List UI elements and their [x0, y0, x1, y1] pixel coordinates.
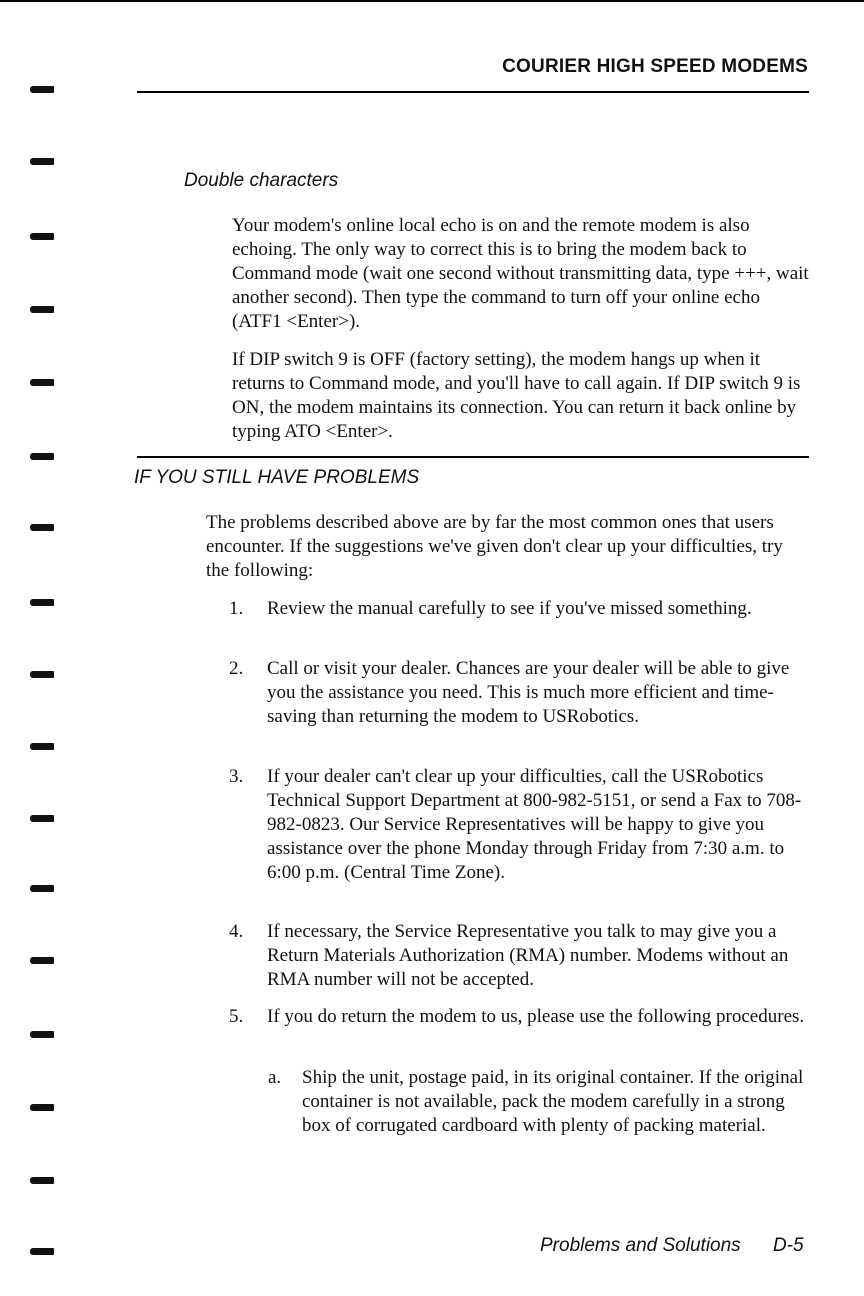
binder-hole-mark [30, 233, 54, 240]
binder-hole-mark [30, 86, 54, 93]
double-characters-paragraph-1: Your modem's online local echo is on and the remote modem is also echoing. The only way to correct this is to bring the modem back to Command mode (wait one second without transmitting data, type +++, wait another second). Then type the command to turn off your online echo (ATF1 <Enter>). [232, 215, 809, 332]
binder-hole-mark [30, 671, 54, 678]
binder-hole-mark [30, 885, 54, 892]
list-item-text: If your dealer can't clear up your difficulties, call the USRobotics Technical Support Department at 800-982-5151, or send a Fax to 708-982-0823. Our Service Representatives will be happy to give you assistance over the phone Monday through Friday from 7:30 a.m. to 6:00 p.m. (Central Time Zone). [267, 766, 802, 883]
footer-section-title: Problems and Solutions [540, 1235, 741, 1256]
double-characters-paragraph-2: If DIP switch 9 is OFF (factory setting), the modem hangs up when it returns to Command mode, and you'll have to call again. If DIP switch 9 is ON, the modem maintains its connection. You can return it back online by typing ATO <Enter>. [232, 349, 801, 442]
header-rule [137, 91, 809, 93]
problems-intro-paragraph: The problems described above are by far the most common ones that users encounter. If the suggestions we've given don't clear up your difficulties, try the following: [206, 512, 783, 581]
running-header: COURIER HIGH SPEED MODEMS [502, 56, 808, 77]
list-item-text: Review the manual carefully to see if you've missed something. [267, 598, 752, 619]
sub-list-item-text: Ship the unit, postage paid, in its original container. If the original container is not available, pack the modem carefully in a strong box of corrugated cardboard with plenty of packing material. [302, 1067, 804, 1136]
binder-hole-mark [30, 379, 54, 386]
binder-hole-mark [30, 1031, 54, 1038]
list-item-number: 1. [229, 598, 244, 619]
binder-hole-mark [30, 599, 54, 606]
list-item-text: If you do return the modem to us, please use the following procedures. [267, 1006, 805, 1027]
section-rule [137, 456, 809, 458]
list-item-number: 5. [229, 1006, 244, 1027]
binder-hole-mark [30, 1177, 54, 1184]
binder-hole-mark [30, 815, 54, 822]
list-item-number: 2. [229, 658, 244, 679]
binder-hole-mark [30, 743, 54, 750]
binder-hole-mark [30, 957, 54, 964]
page-top-edge [0, 0, 864, 2]
binder-hole-mark [30, 524, 54, 531]
footer-page-number: D-5 [773, 1235, 804, 1256]
list-item-text: If necessary, the Service Representative you talk to may give you a Return Materials Authorization (RMA) number. Modems without an RMA number will not be accepted. [267, 921, 789, 990]
list-item-number: 3. [229, 766, 244, 787]
list-item-text: Call or visit your dealer. Chances are your dealer will be able to give you the assistance you need. This is much more efficient and time-saving than returning the modem to USRobotics. [267, 658, 790, 727]
subsection-heading: Double characters [184, 170, 339, 191]
binder-hole-mark [30, 453, 54, 460]
section-heading: IF YOU STILL HAVE PROBLEMS [134, 467, 420, 488]
sub-list-item-letter: a. [268, 1067, 282, 1088]
binder-hole-mark [30, 158, 54, 165]
list-item-number: 4. [229, 921, 244, 942]
binder-hole-mark [30, 1248, 54, 1255]
binder-hole-mark [30, 1104, 54, 1111]
binder-hole-mark [30, 306, 54, 313]
